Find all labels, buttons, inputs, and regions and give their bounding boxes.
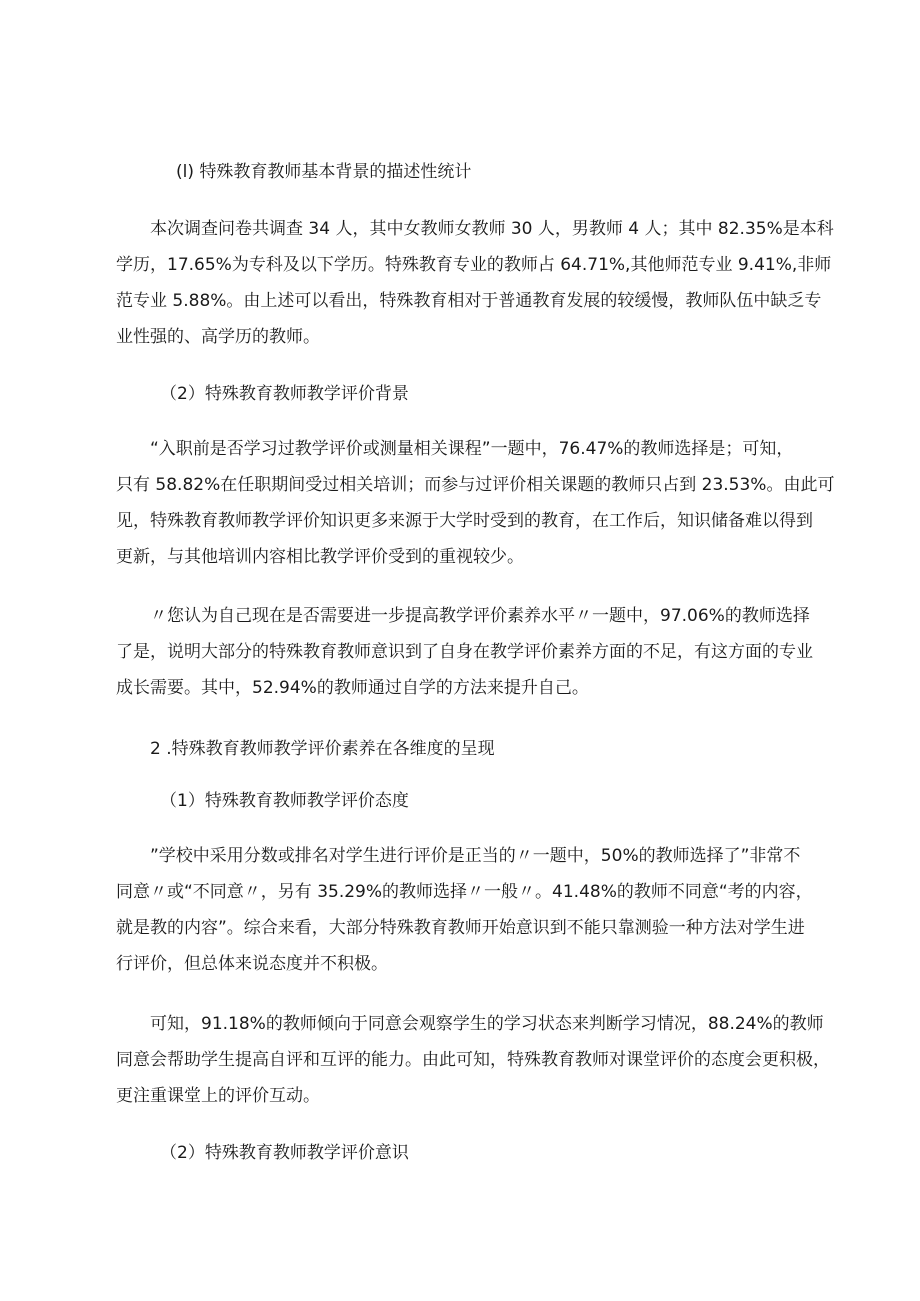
paragraph-line: 范专业 5.88%。由上述可以看出，特殊教育相对于普通教育发展的较缓慢，教师队伍中缺乏专 — [116, 291, 822, 311]
paragraph-line: “入职前是否学习过教学评价或测量相关课程”一题中，76.47%的教师选择是；可知， — [150, 439, 794, 459]
paragraph-4 — [116, 838, 828, 982]
section-heading-1: (l) 特殊教育教师基本背景的描述性统计 — [176, 162, 472, 182]
paragraph-line: 行评价，但总体来说态度并不积极。 — [116, 954, 388, 974]
paragraph-3 — [116, 598, 828, 706]
paragraph-line: 就是教的内容”。综合来看，大部分特殊教育教师开始意识到不能只靠测验一种方法对学生进 — [116, 918, 805, 938]
paragraph-2 — [116, 431, 835, 575]
paragraph-line: 学历，17.65%为专科及以下学历。特殊教育专业的教师占 64.71%,其他师范专业 9.41%,非师 — [116, 255, 832, 275]
section-heading-4: （1）特殊教育教师教学评价态度 — [160, 791, 409, 811]
paragraph-line: 成长需要。其中，52.94%的教师通过自学的方法来提升自己。 — [116, 678, 589, 698]
paragraph-line: 同意〃或“不同意〃，另有 35.29%的教师选择〃一般〃。41.48%的教师不同意“考的内容， — [116, 882, 813, 902]
paragraph-line: 见，特殊教育教师教学评价知识更多来源于大学时受到的教育，在工作后，知识储备难以得到 — [116, 511, 813, 531]
paragraph-line: 可知，91.18%的教师倾向于同意会观察学生的学习状态来判断学习情况，88.24%的教师 — [150, 1014, 824, 1034]
section-heading-5: （2）特殊教育教师教学评价意识 — [160, 1143, 409, 1163]
paragraph-line: ”学校中采用分数或排名对学生进行评价是正当的〃一题中，50%的教师选择了”非常不 — [150, 846, 801, 866]
section-heading-2: （2）特殊教育教师教学评价背景 — [160, 384, 409, 404]
paragraph-1 — [116, 211, 834, 355]
paragraph-5 — [116, 1006, 828, 1114]
paragraph-line: 业性强的、高学历的教师。 — [116, 327, 320, 347]
paragraph-line: 同意会帮助学生提高自评和互评的能力。由此可知，特殊教育教师对课堂评价的态度会更积极， — [116, 1050, 830, 1070]
paragraph-line: 更新，与其他培训内容相比教学评价受到的重视较少。 — [116, 547, 524, 567]
paragraph-line: 只有 58.82%在任职期间受过相关培训；而参与过评价相关课题的教师只占到 23.53%。由此可 — [116, 475, 835, 495]
paragraph-line: 〃您认为自己现在是否需要进一步提高教学评价素养水平〃一题中，97.06%的教师选择 — [150, 606, 810, 626]
paragraph-line: 了是，说明大部分的特殊教育教师意识到了自身在教学评价素养方面的不足，有这方面的专业 — [116, 642, 813, 662]
paragraph-line: 更注重课堂上的评价互动。 — [116, 1086, 320, 1106]
paragraph-line: 本次调查问卷共调查 34 人，其中女教师女教师 30 人，男教师 4 人；其中 82.35%是本科 — [150, 219, 834, 239]
section-heading-3: 2 .特殊教育教师教学评价素养在各维度的呈现 — [150, 739, 495, 759]
